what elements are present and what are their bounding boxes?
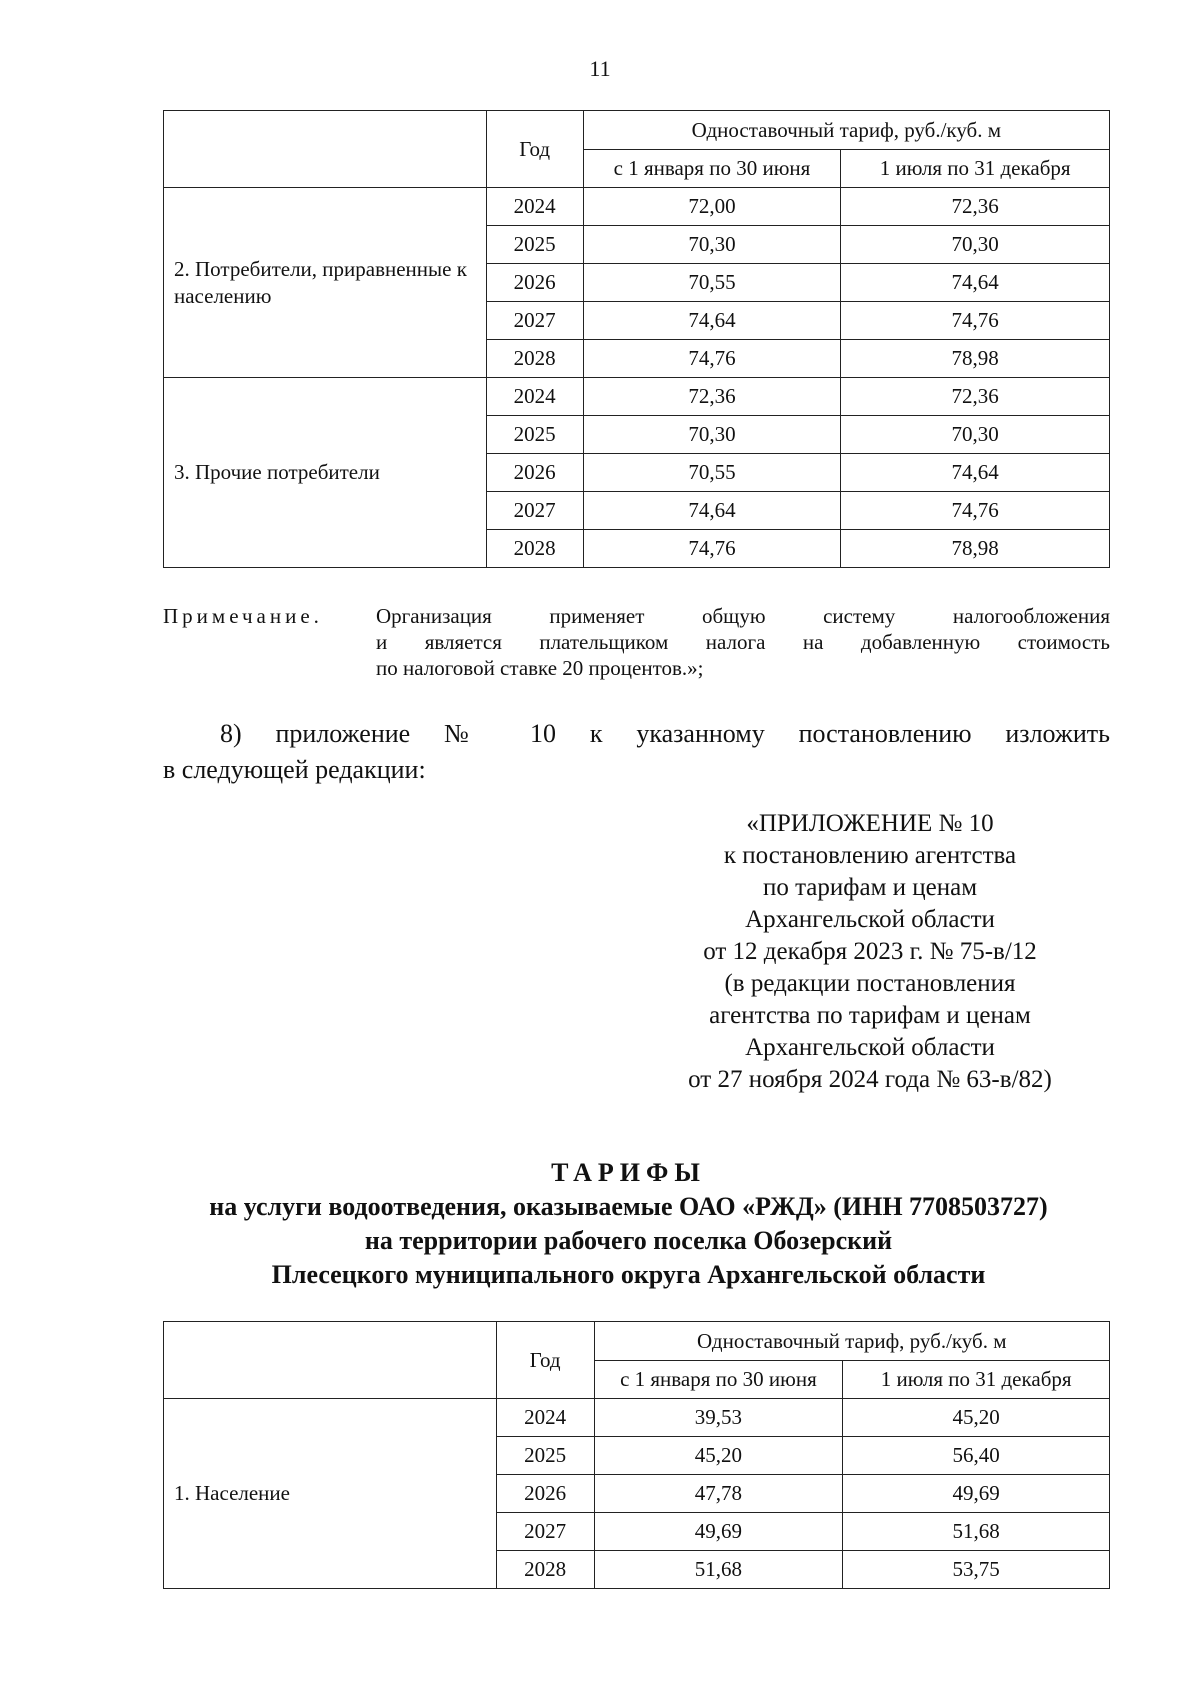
table-row — [164, 188, 1110, 226]
tariff-table-2 — [163, 1321, 1110, 1589]
header-year: Год — [496, 1322, 594, 1399]
value-cell: 45,20 — [594, 1437, 843, 1475]
year-cell: 2028 — [486, 530, 583, 568]
year-cell: 2025 — [486, 226, 583, 264]
value-cell: 45,20 — [843, 1399, 1110, 1437]
value-cell: 53,75 — [843, 1551, 1110, 1589]
year-cell: 2028 — [486, 340, 583, 378]
category-label: 1. Население — [164, 1399, 497, 1589]
header-period-2: 1 июля по 31 декабря — [841, 150, 1110, 188]
value-cell: 74,64 — [841, 454, 1110, 492]
title-line: Плесецкого муниципального округа Архангельской области — [271, 1260, 986, 1289]
header-period-2: 1 июля по 31 декабря — [843, 1361, 1110, 1399]
category-label: 2. Потребители, приравненные к населению — [164, 188, 487, 378]
title-line: на территории рабочего поселка Обозерский — [364, 1226, 893, 1255]
table-row — [164, 1399, 1110, 1437]
header-tariff: Одноставочный тариф, руб./куб. м — [583, 111, 1109, 150]
appendix-line: от 27 ноября 2024 года № 63-в/82) — [688, 1066, 1052, 1093]
value-cell: 72,36 — [841, 188, 1110, 226]
value-cell: 70,30 — [583, 226, 841, 264]
value-cell: 74,76 — [841, 302, 1110, 340]
appendix-line: Архангельской области — [745, 906, 995, 933]
value-cell: 49,69 — [594, 1513, 843, 1551]
appendix-line: агентства по тарифам и ценам — [709, 1002, 1031, 1029]
year-cell: 2027 — [486, 492, 583, 530]
value-cell: 70,55 — [583, 454, 841, 492]
note-text — [376, 603, 1110, 681]
paragraph-line: 8) приложение № 10 к указанному постановлению изложить — [220, 719, 1110, 748]
value-cell: 39,53 — [594, 1399, 843, 1437]
value-cell: 51,68 — [843, 1513, 1110, 1551]
value-cell: 70,30 — [583, 416, 841, 454]
value-cell: 74,64 — [583, 302, 841, 340]
value-cell: 74,76 — [841, 492, 1110, 530]
paragraph-line: в следующей редакции: — [163, 755, 426, 784]
appendix-line: по тарифам и ценам — [762, 874, 978, 901]
amendment-paragraph — [163, 716, 1110, 788]
table-row — [164, 378, 1110, 416]
value-cell: 70,55 — [583, 264, 841, 302]
value-cell: 74,76 — [583, 340, 841, 378]
appendix-line: «ПРИЛОЖЕНИЕ № 10 — [746, 810, 994, 837]
year-cell: 2024 — [486, 378, 583, 416]
appendix-line: от 12 декабря 2023 г. № 75-в/12 — [703, 938, 1037, 965]
title-main: ТАРИФЫ — [551, 1158, 706, 1187]
header-category-cell — [164, 111, 487, 188]
tariff-table-1 — [163, 110, 1110, 568]
header-period-1: с 1 января по 30 июня — [583, 150, 841, 188]
value-cell: 72,36 — [841, 378, 1110, 416]
year-cell: 2026 — [496, 1475, 594, 1513]
value-cell: 78,98 — [841, 530, 1110, 568]
value-cell: 70,30 — [841, 416, 1110, 454]
note-line: по налоговой ставке 20 процентов.»; — [376, 656, 704, 680]
value-cell: 49,69 — [843, 1475, 1110, 1513]
header-tariff: Одноставочный тариф, руб./куб. м — [594, 1322, 1109, 1361]
value-cell: 74,64 — [841, 264, 1110, 302]
year-cell: 2027 — [496, 1513, 594, 1551]
value-cell: 47,78 — [594, 1475, 843, 1513]
document-title — [0, 1156, 1200, 1292]
year-cell: 2024 — [486, 188, 583, 226]
value-cell: 56,40 — [843, 1437, 1110, 1475]
note-label: Примечание. — [163, 604, 323, 628]
value-cell: 70,30 — [841, 226, 1110, 264]
note-line: Организация применяет общую систему налогообложения — [376, 604, 1110, 628]
year-cell: 2026 — [486, 264, 583, 302]
year-cell: 2025 — [486, 416, 583, 454]
year-cell: 2028 — [496, 1551, 594, 1589]
appendix-line: к постановлению агентства — [723, 842, 1017, 869]
title-line: на услуги водоотведения, оказываемые ОАО «РЖД» (ИНН 7708503727) — [209, 1192, 1048, 1221]
header-category-cell — [164, 1322, 497, 1399]
value-cell: 72,36 — [583, 378, 841, 416]
page-number: 11 — [589, 56, 611, 81]
year-cell: 2024 — [496, 1399, 594, 1437]
year-cell: 2026 — [486, 454, 583, 492]
note-line: и является плательщиком налога на добавленную стоимость — [376, 630, 1110, 654]
header-period-1: с 1 января по 30 июня — [594, 1361, 843, 1399]
appendix-line: (в редакции постановления — [724, 970, 1016, 997]
category-label: 3. Прочие потребители — [164, 378, 487, 568]
value-cell: 74,64 — [583, 492, 841, 530]
appendix-line: Архангельской области — [745, 1034, 995, 1061]
value-cell: 72,00 — [583, 188, 841, 226]
year-cell: 2027 — [486, 302, 583, 340]
appendix-header — [630, 808, 1110, 1096]
value-cell: 74,76 — [583, 530, 841, 568]
value-cell: 51,68 — [594, 1551, 843, 1589]
year-cell: 2025 — [496, 1437, 594, 1475]
header-year: Год — [486, 111, 583, 188]
value-cell: 78,98 — [841, 340, 1110, 378]
